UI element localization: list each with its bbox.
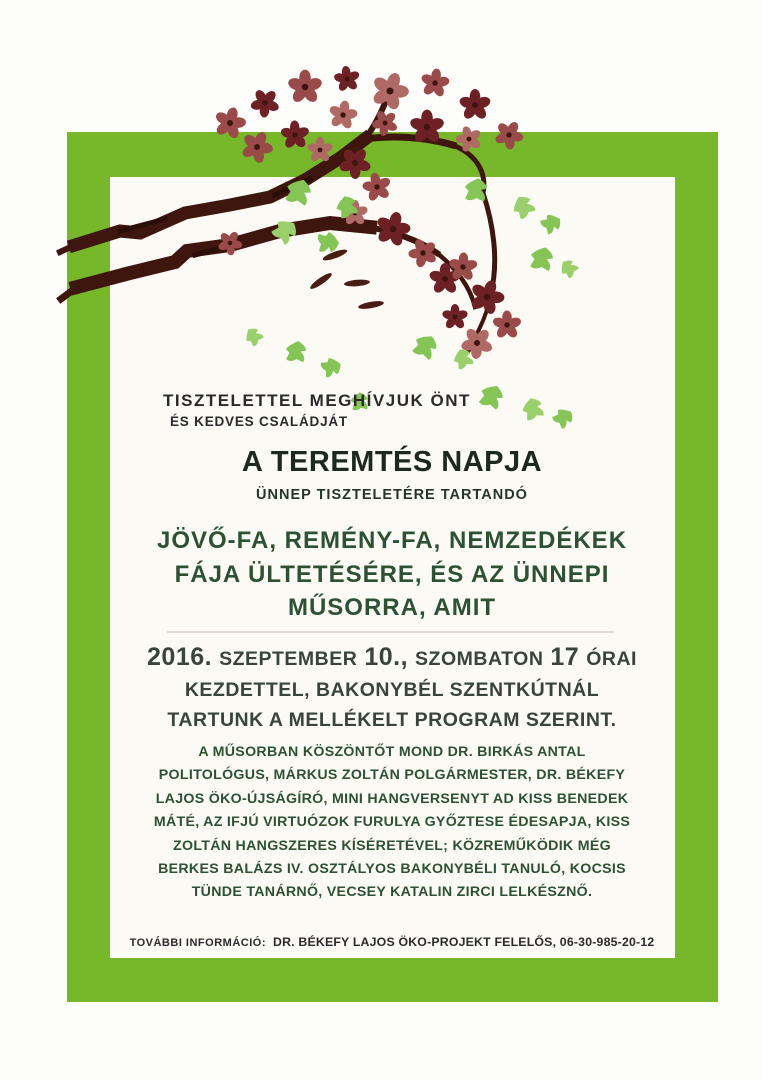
- program-line: LAJOS ÖKO-ÚJSÁGÍRÓ, MINI HANGVERSENYT AD KISS BENEDEK: [155, 790, 629, 807]
- datetime-line3: TARTUNK A MELLÉKELT PROGRAM SZERINT.: [167, 709, 617, 731]
- date-day: 10.,: [364, 643, 409, 671]
- program-line: POLITOLÓGUS, MÁRKUS ZOLTÁN POLGÁRMESTER, DR. BÉKEFY: [158, 767, 626, 784]
- date-month: SZEPTEMBER: [219, 648, 358, 670]
- date-weekday: SZOMBATON: [415, 648, 544, 670]
- date-hour-suffix: ÓRAI: [586, 648, 637, 670]
- event-heading-line3: MŰSORRA, AMIT: [287, 594, 497, 621]
- salutation-line2: ÉS KEDVES CSALÁDJÁT: [170, 414, 348, 429]
- program-details: [109, 741, 675, 905]
- program-line: BERKES BALÁZS IV. OSZTÁLYOS BAKONYBÉLI TANULÓ, KOCSIS: [158, 861, 626, 878]
- footer-label: TOVÁBBI INFORMÁCIÓ:: [129, 937, 266, 949]
- event-heading: [109, 524, 675, 625]
- date-year: 2016.: [147, 643, 213, 671]
- divider: [167, 631, 614, 633]
- datetime-line1: [109, 642, 675, 675]
- poster-subtitle: ÜNNEP TISZTELETÉRE TARTANDÓ: [256, 487, 528, 503]
- salutation-line1: TISZTELETTEL MEGHÍVJUK ÖNT: [163, 391, 471, 410]
- poster-title: A TEREMTÉS NAPJA: [241, 446, 543, 478]
- program-line: MÁTÉ, AZ IFJÚ VIRTUÓZOK FURULYA GYŐZTESE ÉDESAPJA, KISS: [153, 814, 631, 831]
- datetime-line2: KEZDETTEL, BAKONYBÉL SZENTKÚTNÁL: [184, 678, 600, 701]
- event-heading-line1: JÖVŐ-FA, REMÉNY-FA, NEMZEDÉKEK: [156, 527, 628, 554]
- datetime-block: [109, 642, 675, 736]
- blossom-branch-illustration: [25, 55, 605, 435]
- program-line: TÜNDE TANÁRNŐ, VECSEY KATALIN ZIRCI LELKÉSZNŐ.: [191, 884, 593, 901]
- program-line: A MŰSORBAN KÖSZÖNTŐT MOND DR. BIRKÁS ANTAL: [198, 744, 586, 760]
- footer-contact: [109, 933, 675, 951]
- program-line: ZOLTÁN HANGSZERES KÍSÉRETÉVEL; KÖZREMŰKÖDIK MÉG: [173, 837, 611, 854]
- footer-contact-text: DR. BÉKEFY LAJOS ÖKO-PROJEKT FELELŐS, 06-30-985-20-12: [272, 935, 655, 949]
- event-heading-line2: FÁJA ÜLTETÉSÉRE, ÉS AZ ÜNNEPI: [174, 560, 610, 588]
- date-hour: 17: [550, 643, 580, 671]
